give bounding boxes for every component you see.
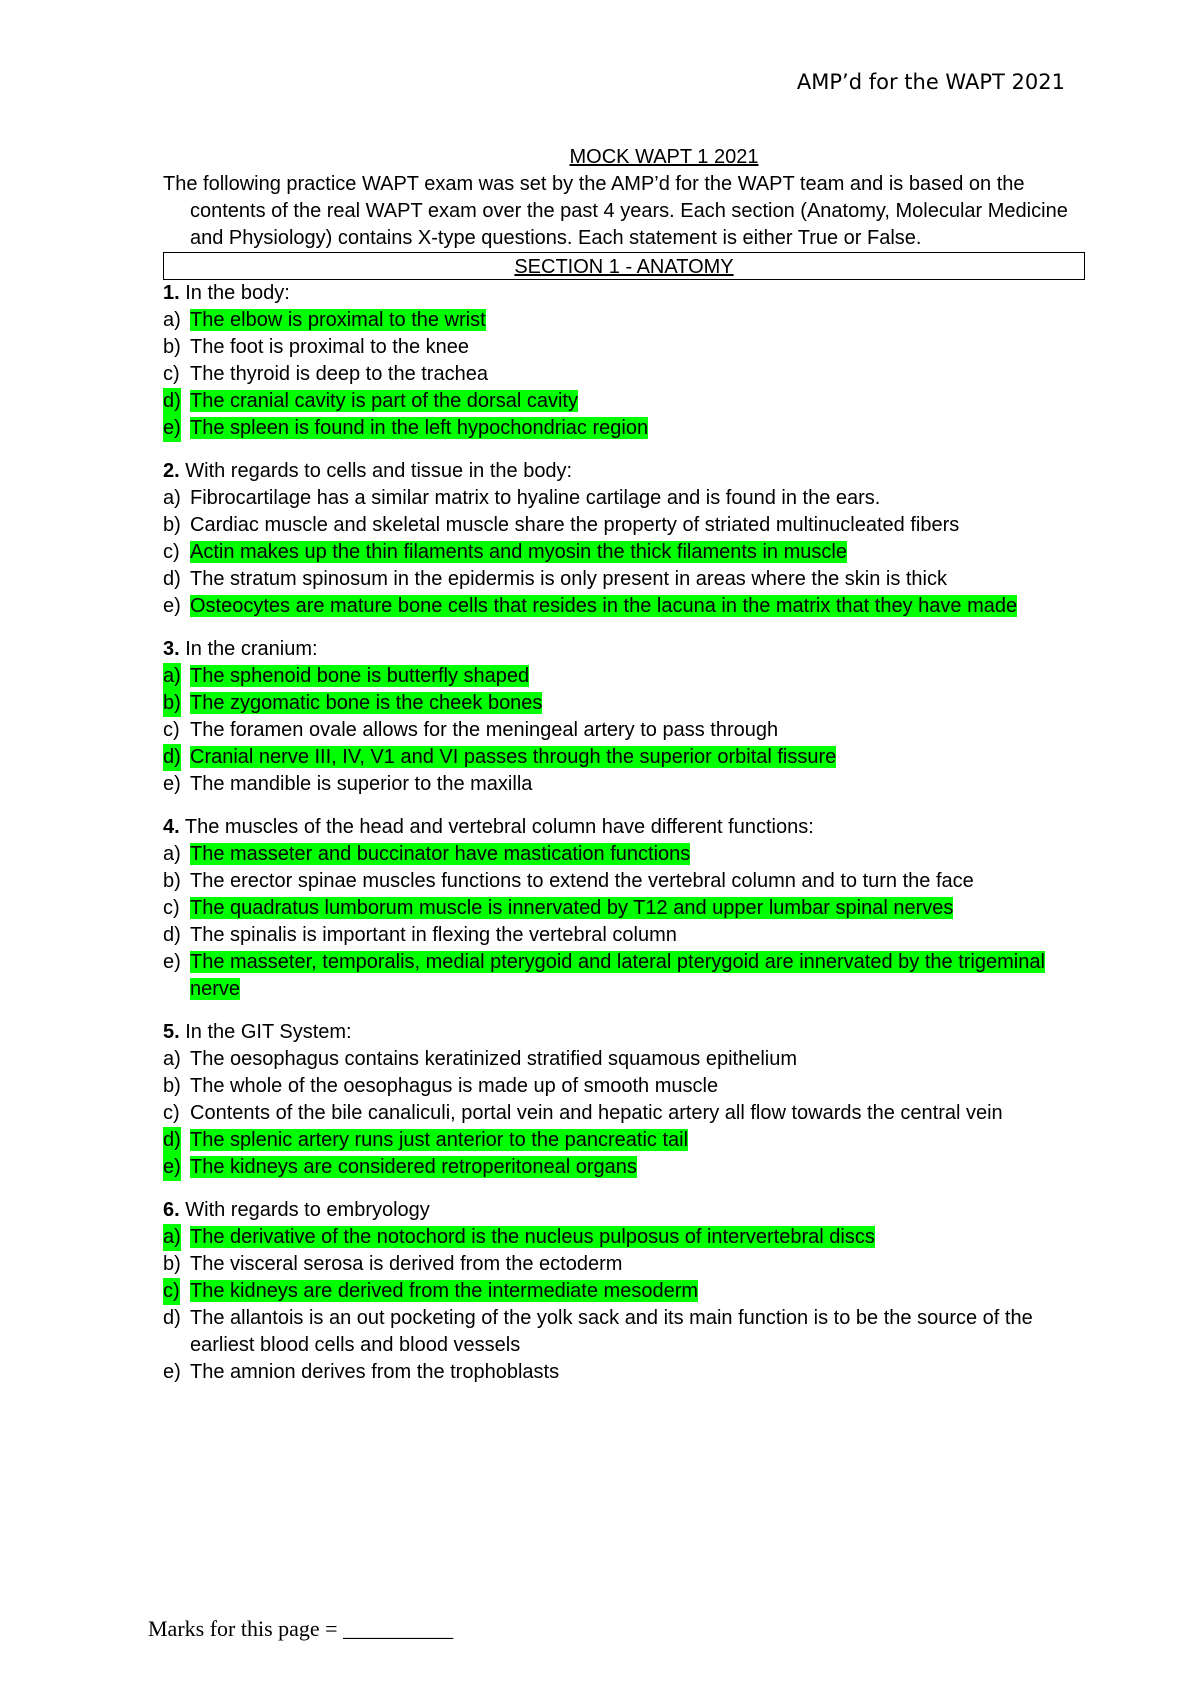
question-list <box>163 280 1085 1386</box>
option-letter: e) <box>163 773 181 795</box>
question-stem-text: With regards to embryology <box>185 1199 430 1221</box>
answer-option <box>163 1154 1085 1181</box>
option-text-highlighted: The kidneys are derived from the intermediate mesoderm <box>190 1280 699 1302</box>
question-number: 1. <box>163 282 180 304</box>
option-letter: d) <box>163 924 181 946</box>
option-text-highlighted: The derivative of the notochord is the nucleus pulposus of intervertebral discs <box>190 1226 875 1248</box>
answer-option <box>163 1127 1085 1154</box>
option-text-highlighted: Osteocytes are mature bone cells that resides in the lacuna in the matrix that they have made <box>190 595 1018 617</box>
question-6 <box>163 1197 1085 1386</box>
answer-option <box>163 388 1085 415</box>
answer-option <box>163 1046 1085 1073</box>
answer-option <box>163 334 1085 361</box>
option-letter: e) <box>163 415 181 442</box>
option-text-highlighted: The spleen is found in the left hypochondriac region <box>190 417 649 439</box>
page-title: MOCK WAPT 1 2021 <box>569 146 759 168</box>
question-4 <box>163 814 1085 1003</box>
question-stem <box>163 458 1085 485</box>
option-letter: b) <box>163 336 181 358</box>
marks-footer: Marks for this page = __________ <box>148 1616 454 1641</box>
option-letter: d) <box>163 568 181 590</box>
option-text-highlighted: Actin makes up the thin filaments and myosin the thick filaments in muscle <box>190 541 847 563</box>
option-text-highlighted: The elbow is proximal to the wrist <box>190 309 486 331</box>
option-letter: b) <box>163 1075 181 1097</box>
option-text-highlighted: The cranial cavity is part of the dorsal cavity <box>190 390 578 412</box>
option-letter: c) <box>163 897 180 919</box>
option-text-highlighted: The zygomatic bone is the cheek bones <box>190 692 543 714</box>
question-number: 3. <box>163 638 180 660</box>
question-number: 6. <box>163 1199 180 1221</box>
option-letter: c) <box>163 719 180 741</box>
question-stem <box>163 280 1085 307</box>
option-letter: a) <box>163 1048 181 1070</box>
option-letter: d) <box>163 388 181 415</box>
option-letter: a) <box>163 663 181 690</box>
question-2 <box>163 458 1085 620</box>
question-stem-text: The muscles of the head and vertebral column have different functions: <box>184 816 814 838</box>
question-1 <box>163 280 1085 442</box>
question-number: 2. <box>163 460 180 482</box>
answer-option <box>163 1305 1085 1359</box>
answer-option <box>163 1251 1085 1278</box>
option-letter: b) <box>163 514 181 536</box>
option-letter: c) <box>163 541 180 563</box>
option-text: The mandible is superior to the maxilla <box>190 773 533 795</box>
question-5 <box>163 1019 1085 1181</box>
option-text: The erector spinae muscles functions to extend the vertebral column and to turn the face <box>190 870 974 892</box>
option-text: Cardiac muscle and skeletal muscle share the property of striated multinucleated fibers <box>190 514 960 536</box>
option-letter: d) <box>163 1307 181 1329</box>
question-stem-text: In the body: <box>185 282 290 304</box>
answer-option <box>163 895 1085 922</box>
answer-option <box>163 1100 1085 1127</box>
option-text: The allantois is an out pocketing of the yolk sack and its main function is to be the source of the earliest blood cells and blood vessels <box>190 1307 1033 1356</box>
option-letter: e) <box>163 951 181 973</box>
option-text-highlighted: The kidneys are considered retroperitoneal organs <box>190 1156 637 1178</box>
option-text: The spinalis is important in flexing the vertebral column <box>190 924 677 946</box>
option-letter: b) <box>163 1253 181 1275</box>
answer-option <box>163 512 1085 539</box>
option-text-highlighted: The sphenoid bone is butterfly shaped <box>190 665 530 687</box>
option-letter: d) <box>163 744 181 771</box>
option-text: The visceral serosa is derived from the ectoderm <box>190 1253 623 1275</box>
option-letter: b) <box>163 690 181 717</box>
option-text: Contents of the bile canaliculi, portal vein and hepatic artery all flow towards the central vein <box>190 1102 1003 1124</box>
answer-option <box>163 663 1085 690</box>
option-letter: a) <box>163 1224 181 1251</box>
option-text: Fibrocartilage has a similar matrix to hyaline cartilage and is found in the ears. <box>190 487 881 509</box>
option-letter: e) <box>163 1361 181 1383</box>
option-text-highlighted: Cranial nerve III, IV, V1 and VI passes through the superior orbital fissure <box>190 746 837 768</box>
question-stem <box>163 1019 1085 1046</box>
answer-option <box>163 566 1085 593</box>
answer-option <box>163 949 1085 1003</box>
option-letter: c) <box>163 1278 180 1305</box>
answer-option <box>163 415 1085 442</box>
answer-option <box>163 1073 1085 1100</box>
option-letter: d) <box>163 1127 181 1154</box>
question-number: 4. <box>163 816 180 838</box>
answer-option <box>163 744 1085 771</box>
option-letter: c) <box>163 363 180 385</box>
option-text: The amnion derives from the trophoblasts <box>190 1361 560 1383</box>
answer-option <box>163 539 1085 566</box>
answer-option <box>163 1359 1085 1386</box>
option-letter: a) <box>163 843 181 865</box>
option-text: The foramen ovale allows for the meningeal artery to pass through <box>190 719 779 741</box>
answer-option <box>163 307 1085 334</box>
option-text: The whole of the oesophagus is made up of smooth muscle <box>190 1075 719 1097</box>
option-letter: c) <box>163 1102 180 1124</box>
question-stem-text: With regards to cells and tissue in the body: <box>185 460 573 482</box>
option-text: The foot is proximal to the knee <box>190 336 470 358</box>
question-stem <box>163 1197 1085 1224</box>
answer-option <box>163 361 1085 388</box>
answer-option <box>163 690 1085 717</box>
option-letter: b) <box>163 870 181 892</box>
answer-option <box>163 868 1085 895</box>
answer-option <box>163 771 1085 798</box>
option-text-highlighted: The masseter and buccinator have mastication functions <box>190 843 691 865</box>
answer-option <box>163 1278 1085 1305</box>
question-stem-text: In the GIT System: <box>185 1021 352 1043</box>
answer-option <box>163 717 1085 744</box>
answer-option <box>163 841 1085 868</box>
document-header: AMP’d for the WAPT 2021 <box>796 70 1065 94</box>
option-letter: e) <box>163 595 181 617</box>
question-stem <box>163 814 1085 841</box>
question-number: 5. <box>163 1021 180 1043</box>
option-text-highlighted: The quadratus lumborum muscle is innervated by T12 and upper lumbar spinal nerves <box>190 897 954 919</box>
option-text-highlighted: The splenic artery runs just anterior to the pancreatic tail <box>190 1129 689 1151</box>
option-text: The stratum spinosum in the epidermis is only present in areas where the skin is thick <box>190 568 948 590</box>
option-text: The thyroid is deep to the trachea <box>190 363 488 385</box>
option-letter: a) <box>163 487 181 509</box>
answer-option <box>163 1224 1085 1251</box>
answer-option <box>163 593 1085 620</box>
question-stem <box>163 636 1085 663</box>
option-text: The oesophagus contains keratinized stratified squamous epithelium <box>190 1048 798 1070</box>
answer-option <box>163 922 1085 949</box>
option-letter: a) <box>163 309 181 331</box>
document-body <box>163 144 1085 1386</box>
question-stem-text: In the cranium: <box>185 638 318 660</box>
section-heading: SECTION 1 - ANATOMY <box>163 252 1085 280</box>
option-text-highlighted: The masseter, temporalis, medial pterygoid and lateral pterygoid are innervated by the trigeminal nerve <box>190 951 1045 1000</box>
answer-option <box>163 485 1085 512</box>
intro-paragraph: The following practice WAPT exam was set by the AMP’d for the WAPT team and is based on the contents of the real WAPT exam over the past 4 years. Each section (Anatomy, Molecular Medicine and Physiology) contains X-type questions. Each statement is either True or False. <box>163 173 1068 249</box>
question-3 <box>163 636 1085 798</box>
option-letter: e) <box>163 1154 181 1181</box>
